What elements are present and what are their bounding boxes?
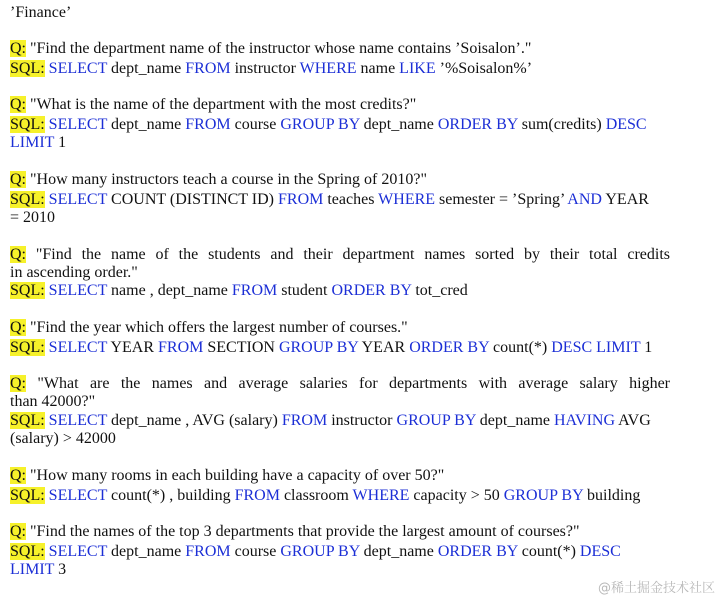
sql-token: name , dept_name (107, 282, 232, 299)
sql-token: 1 (54, 134, 67, 151)
sql-keyword: FROM (158, 339, 204, 356)
sql-text (10, 134, 66, 151)
sql-token: dept_name (107, 116, 186, 133)
sql-token: (salary) > 42000 (10, 430, 116, 447)
sql-keyword: FROM (185, 543, 231, 560)
sql-text (49, 116, 647, 133)
sql-keyword: WHERE (299, 60, 357, 77)
sql-token: 1 (640, 339, 653, 356)
question-text: "How many instructors teach a course in the Spring of 2010?" (30, 171, 427, 188)
question-line (10, 523, 670, 541)
q-label: Q: (10, 319, 26, 336)
sql-keyword: LIMIT (10, 134, 55, 151)
sql-line (10, 191, 670, 209)
sql-keyword: WHERE (352, 487, 410, 504)
sql-token: student (277, 282, 332, 299)
sql-token: count(*) (517, 543, 580, 560)
sql-keyword: SELECT (48, 543, 108, 560)
sql-label: SQL: (10, 282, 45, 299)
sql-line-continued (10, 134, 670, 152)
sql-keyword: GROUP BY (503, 487, 584, 504)
sql-token: tot_cred (411, 282, 468, 299)
sql-label: SQL: (10, 543, 45, 560)
sql-text (49, 487, 641, 504)
sql-keyword: ORDER BY (437, 116, 518, 133)
sql-keyword: SELECT (48, 282, 108, 299)
q-label: Q: (10, 246, 26, 263)
sql-text (10, 430, 116, 447)
q-label: Q: (10, 375, 26, 392)
sql-token: dept_name (107, 60, 186, 77)
sql-label: SQL: (10, 191, 45, 208)
sql-token: YEAR (601, 191, 649, 208)
sql-keyword: FROM (185, 60, 231, 77)
sql-keyword: GROUP BY (396, 412, 476, 429)
sql-line (10, 60, 670, 78)
question-line (10, 171, 670, 189)
sql-token: teaches (323, 191, 379, 208)
sql-keyword: DESC (551, 339, 593, 356)
sql-keyword: GROUP BY (278, 339, 359, 356)
sql-keyword: LIMIT (596, 339, 641, 356)
sql-token: YEAR (107, 339, 159, 356)
question-text: than 42000?" (10, 393, 96, 410)
q-label: Q: (10, 96, 26, 113)
sql-line (10, 412, 670, 430)
sql-token: COUNT (DISTINCT ID) (107, 191, 278, 208)
sql-token: YEAR (358, 339, 410, 356)
sql-keyword: FROM (234, 487, 280, 504)
sql-label: SQL: (10, 339, 45, 356)
sql-token: classroom (279, 487, 353, 504)
sql-text (49, 412, 651, 429)
sql-line-continued (10, 209, 670, 227)
sql-token: instructor (327, 412, 397, 429)
sql-line-continued (10, 430, 670, 448)
sql-text (10, 209, 55, 226)
q-label: Q: (10, 40, 26, 57)
sql-line (10, 487, 670, 505)
sql-keyword: DESC (579, 543, 621, 560)
sql-token: ’%Soisalon%’ (435, 60, 533, 77)
question-text: "Find the name of the students and their department names sorted by their total credits (35, 246, 670, 263)
sql-line (10, 543, 670, 561)
sql-line (10, 116, 670, 134)
sql-token: course (230, 543, 281, 560)
sql-keyword: DESC (605, 116, 647, 133)
sql-keyword: LIMIT (10, 561, 55, 578)
question-text: "Find the names of the top 3 departments that provide the largest amount of courses?" (30, 523, 580, 540)
question-line (10, 40, 670, 58)
sql-keyword: FROM (281, 412, 328, 429)
sql-text (49, 543, 621, 560)
question-line (10, 319, 670, 337)
q-label: Q: (10, 523, 26, 540)
sql-token: 3 (54, 561, 67, 578)
sql-keyword: SELECT (48, 60, 108, 77)
question-line (10, 246, 670, 264)
sql-keyword: SELECT (48, 412, 108, 429)
sql-keyword: AND (567, 191, 602, 208)
sql-keyword: HAVING (554, 412, 616, 429)
sql-keyword: ORDER BY (409, 339, 490, 356)
sql-keyword: SELECT (48, 116, 108, 133)
watermark: @稀土掘金技术社区 (597, 581, 715, 596)
sql-keyword: SELECT (48, 487, 108, 504)
sql-line (10, 282, 670, 300)
sql-token: AVG (615, 412, 651, 429)
sql-keyword: SELECT (48, 339, 108, 356)
sql-text (49, 339, 653, 356)
sql-token: dept_name , AVG (salary) (107, 412, 282, 429)
sql-token: = 2010 (10, 209, 56, 226)
question-text: "How many rooms in each building have a capacity of over 50?" (30, 467, 445, 484)
sql-keyword: GROUP BY (280, 116, 360, 133)
sql-keyword: FROM (278, 191, 324, 208)
sql-keyword: FROM (185, 116, 231, 133)
question-line (10, 467, 670, 485)
sql-line (10, 339, 670, 357)
sql-token: sum(credits) (517, 116, 606, 133)
sql-text (49, 60, 532, 77)
sql-keyword: ORDER BY (437, 543, 518, 560)
sql-text (49, 191, 649, 208)
sql-label: SQL: (10, 60, 45, 77)
sql-keyword: LIKE (399, 60, 436, 77)
question-line-continued (10, 264, 670, 282)
sql-token: name (356, 60, 400, 77)
sql-token: SECTION (203, 339, 279, 356)
sql-keyword: ORDER BY (331, 282, 412, 299)
question-text: in ascending order." (10, 264, 138, 281)
sql-token: course (230, 116, 281, 133)
sql-label: SQL: (10, 412, 45, 429)
sql-token: dept_name (359, 116, 438, 133)
sql-token: capacity > 50 (409, 487, 504, 504)
question-line-continued (10, 393, 670, 411)
sql-keyword: SELECT (48, 191, 108, 208)
sql-keyword: FROM (231, 282, 278, 299)
sql-token: instructor (230, 60, 300, 77)
sql-token: count(*) , building (107, 487, 235, 504)
sql-line-continued (10, 561, 670, 579)
sql-token: building (583, 487, 641, 504)
sql-keyword: WHERE (378, 191, 436, 208)
question-text: "Find the department name of the instructor whose name contains ’Soisalon’." (30, 40, 532, 57)
sql-token: dept_name (475, 412, 554, 429)
sql-token: dept_name (359, 543, 438, 560)
sql-text (10, 561, 66, 578)
q-label: Q: (10, 171, 26, 188)
question-text: "What are the names and average salaries for departments with average salary higher (37, 375, 671, 392)
sql-token: dept_name (107, 543, 186, 560)
question-text: "Find the year which offers the largest number of courses." (30, 319, 408, 336)
question-line (10, 96, 670, 114)
sql-label: SQL: (10, 116, 45, 133)
sql-label: SQL: (10, 487, 45, 504)
sql-token: semester = ’Spring’ (435, 191, 568, 208)
question-line (10, 375, 670, 393)
question-text: "What is the name of the department with the most credits?" (30, 96, 417, 113)
sql-keyword: GROUP BY (280, 543, 360, 560)
database-name: ’Finance’ (10, 4, 72, 21)
q-label: Q: (10, 467, 26, 484)
sql-text (49, 282, 468, 299)
sql-token: count(*) (489, 339, 552, 356)
